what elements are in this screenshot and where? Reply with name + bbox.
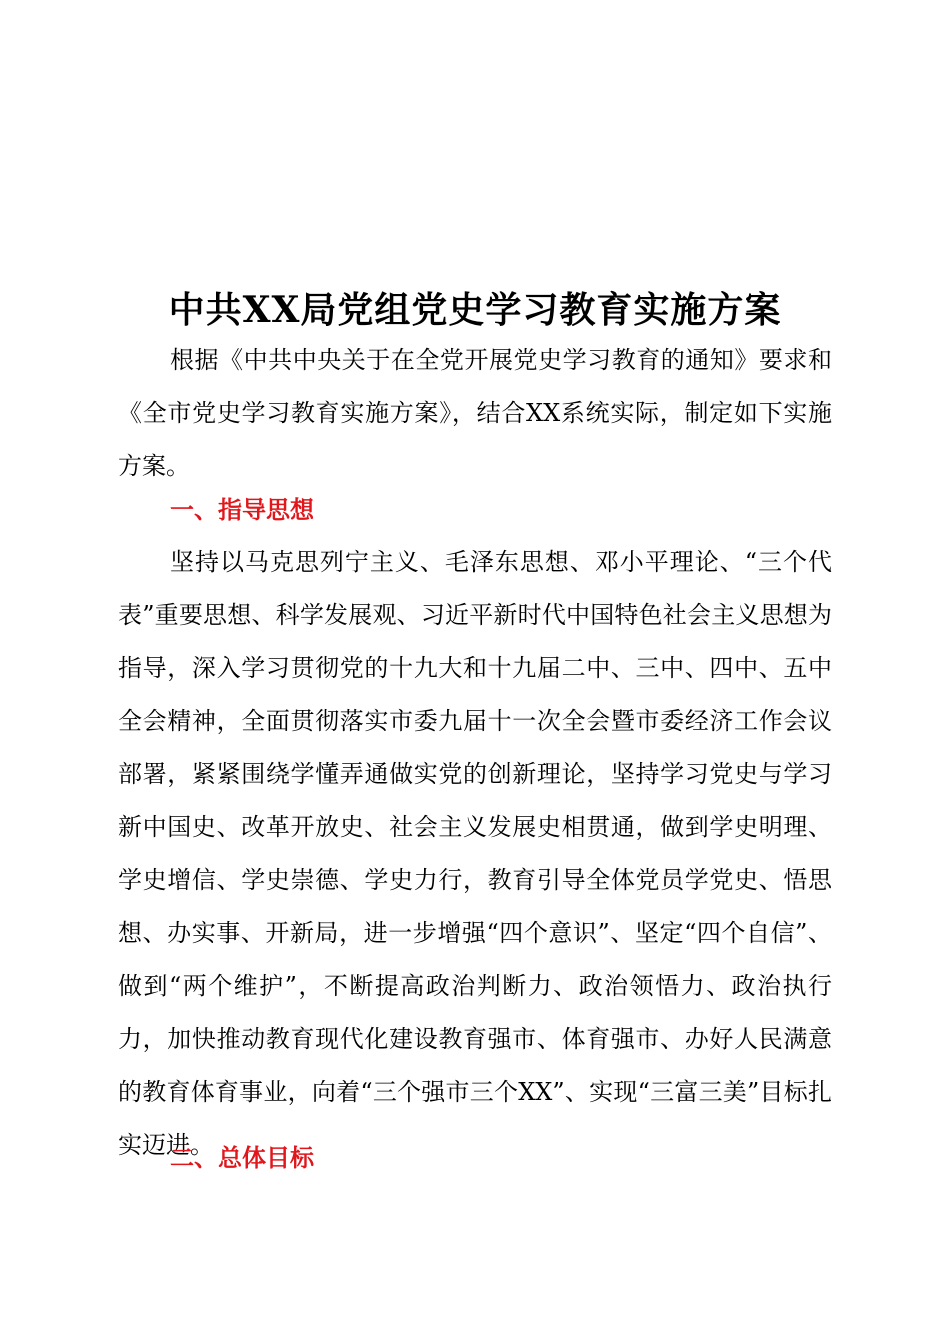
section-heading-overall-goal: 二、总体目标 xyxy=(170,1144,314,1172)
guiding-ideology-paragraph: 坚持以马克思列宁主义、毛泽东思想、邓小平理论、“三个代表”重要思想、科学发展观、习近平新时代中国特色社会主义思想为指导，深入学习贯彻党的十九大和十九届二中、三中、四中、五中全会精神，全面贯彻落实市委九届十一次全会暨市委经济工作会议部署，紧紧围绕学懂弄通做实党的创新理论，坚持学习党史与学习新中国史、改革开放史、社会主义发展史相贯通，做到学史明理、学史增信、学史崇德、学史力行，教育引导全体党员学党史、悟思想、办实事、开新局，进一步增强“四个意识”、坚定“四个自信”、做到“两个维护”，不断提高政治判断力、政治领悟力、政治执行力，加快推动教育现代化建设教育强市、体育强市、办好人民满意的教育体育事业，向着“三个强市三个XX”、实现“三富三美”目标扎实迈进。 xyxy=(118,548,832,1159)
section-heading-guiding-ideology: 一、指导思想 xyxy=(170,496,314,524)
intro-paragraph: 根据《中共中央关于在全党开展党史学习教育的通知》要求和《全市党史学习教育实施方案》，结合XX系统实际，制定如下实施方案。 xyxy=(118,346,832,480)
document-title: 中共XX局党组党史学习教育实施方案 xyxy=(168,289,782,332)
